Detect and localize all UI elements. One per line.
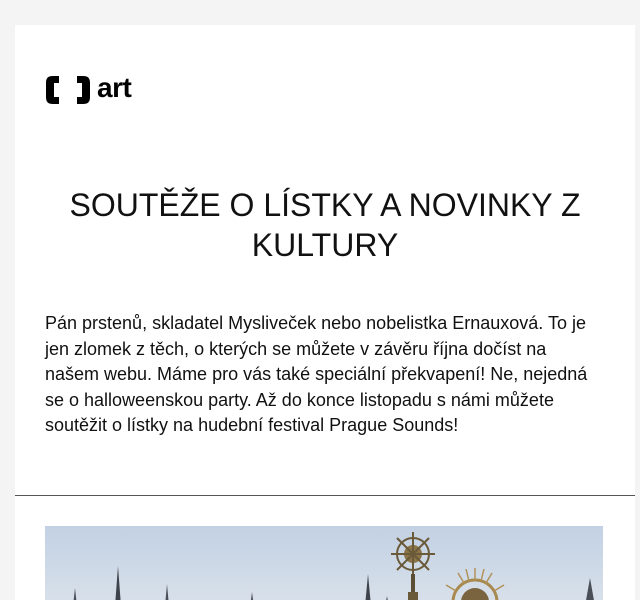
ct-logo-icon [45,75,91,105]
newsletter-title: SOUTĚŽE O LÍSTKY A NOVINKY Z KULTURY [69,187,581,263]
logo-text: art [97,72,132,103]
hero-image-graphic [45,526,603,600]
email-card [15,25,635,600]
section-divider [15,495,635,496]
newsletter-intro: Pán prstenů, skladatel Mysliveček nebo nobelistka Ernauxová. To je jen zlomek z těch, o kterých se můžete v závěru října dočíst na našem webu. Máme pro vás také speciální překvapení! Ne, nejedná se o halloweenskou party. Až do konce listopadu s námi můžete soutěžit o lístky na hudební festival Prague Sounds! [45,313,588,435]
hero-image[interactable] [45,526,603,600]
brand-logo-link[interactable] [45,72,132,105]
